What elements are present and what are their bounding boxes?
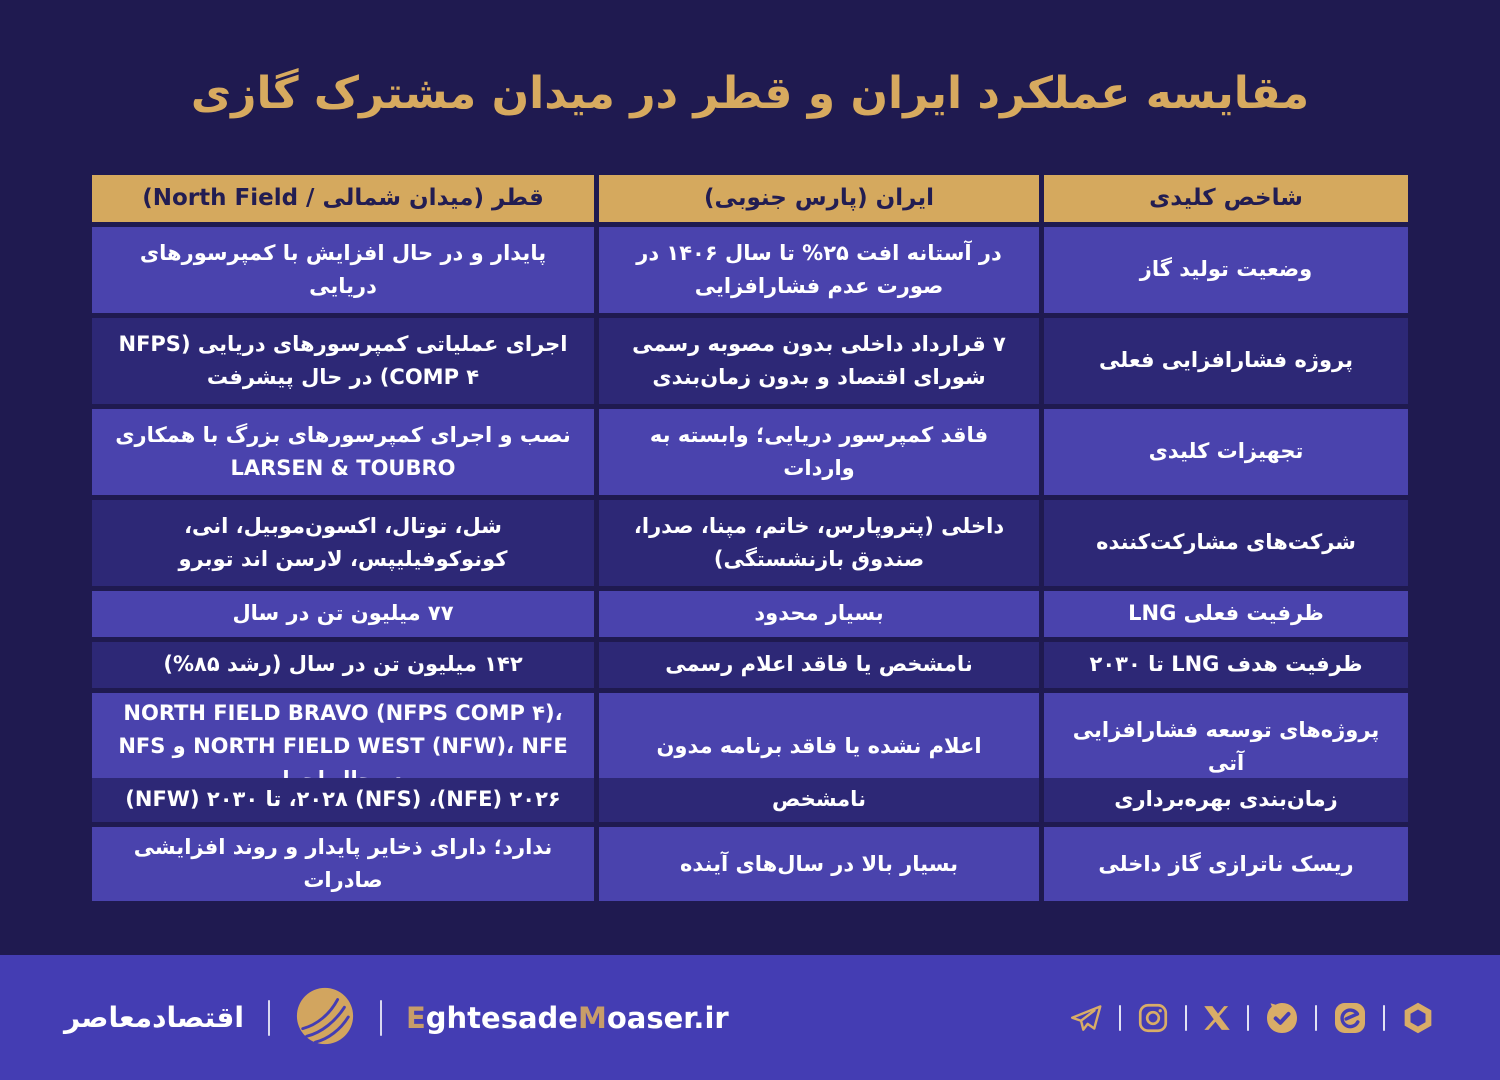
- table-row: [92, 642, 1408, 688]
- url-part: ghtesade: [425, 1000, 578, 1035]
- divider: [1119, 1005, 1121, 1031]
- table-row: [92, 591, 1408, 637]
- table-row: [92, 227, 1408, 313]
- url-part: oaser.ir: [606, 1000, 729, 1035]
- divider: [1185, 1005, 1187, 1031]
- table-row: [92, 778, 1408, 822]
- cell-iran: اعلام نشده یا فاقد برنامه مدون: [599, 693, 1039, 801]
- url-letter-e: E: [405, 1000, 426, 1035]
- cell-indicator: وضعیت تولید گاز: [1044, 227, 1408, 313]
- cell-qatar: پایدار و در حال افزایش با کمپرسورهای دریایی: [92, 227, 594, 313]
- cell-indicator: زمان‌بندی بهره‌برداری: [1044, 778, 1408, 822]
- social-icons-group: [1068, 1000, 1436, 1036]
- cell-iran: نامشخص: [599, 778, 1039, 822]
- cell-indicator: پروژه فشارافزایی فعلی: [1044, 318, 1408, 404]
- divider: [380, 1000, 382, 1036]
- divider: [1315, 1005, 1317, 1031]
- cell-qatar: ۱۴۲ میلیون تن در سال (رشد ۸۵%): [92, 642, 594, 688]
- url-letter-m: M: [577, 1000, 607, 1035]
- table-row: [92, 318, 1408, 404]
- x-icon[interactable]: [1202, 1003, 1232, 1033]
- instagram-icon[interactable]: [1136, 1001, 1170, 1035]
- rubika-icon[interactable]: [1400, 1000, 1436, 1036]
- cell-iran: ۷ قرارداد داخلی بدون مصوبه رسمی شورای اقتصاد و بدون زمان‌بندی: [599, 318, 1039, 404]
- cell-indicator: ظرفیت فعلی LNG: [1044, 591, 1408, 637]
- header-indicator: شاخص کلیدی: [1044, 175, 1408, 222]
- cell-iran: نامشخص یا فاقد اعلام رسمی: [599, 642, 1039, 688]
- cell-iran: در آستانه افت ۲۵% تا سال ۱۴۰۶ در صورت عدم فشارافزایی: [599, 227, 1039, 313]
- cell-iran: داخلی (پتروپارس، خاتم، مپنا، صدرا، صندوق بازنشستگی): [599, 500, 1039, 586]
- footer-brand-group: [64, 985, 729, 1051]
- website-url[interactable]: [406, 1001, 729, 1035]
- cell-indicator: ریسک ناترازی گاز داخلی: [1044, 827, 1408, 901]
- cell-qatar: شل، توتال، اکسون‌موبیل، انی، کونوکوفیلیپس، لارسن اند توبرو: [92, 500, 594, 586]
- brand-name-farsi: اقتصادمعاصر: [64, 1001, 244, 1034]
- cell-iran: بسیار محدود: [599, 591, 1039, 637]
- divider: [268, 1000, 270, 1036]
- cell-iran: فاقد کمپرسور دریایی؛ وابسته به واردات: [599, 409, 1039, 495]
- bale-icon[interactable]: [1264, 1000, 1300, 1036]
- table-row: [92, 827, 1408, 893]
- footer-bar: [0, 955, 1500, 1080]
- page-title: مقایسه عملکرد ایران و قطر در میدان مشترک گازی: [190, 68, 1310, 119]
- cell-qatar: ندارد؛ دارای ذخایر پایدار و روند افزایشی صادرات: [92, 827, 594, 901]
- cell-iran: بسیار بالا در سال‌های آینده: [599, 827, 1039, 901]
- cell-qatar: نصب و اجرای کمپرسورهای بزرگ با همکاری LARSEN & TOUBRO: [92, 409, 594, 495]
- divider: [1383, 1005, 1385, 1031]
- cell-indicator: شرکت‌های مشارکت‌کننده: [1044, 500, 1408, 586]
- divider: [1247, 1005, 1249, 1031]
- cell-qatar: اجرای عملیاتی کمپرسورهای دریایی (NFPS COMP ۴) در حال پیشرفت: [92, 318, 594, 404]
- cell-indicator: ظرفیت هدف LNG تا ۲۰۳۰: [1044, 642, 1408, 688]
- table-row: [92, 693, 1408, 773]
- comparison-table: [92, 175, 1408, 893]
- cell-indicator: تجهیزات کلیدی: [1044, 409, 1408, 495]
- cell-qatar: ۷۷ میلیون تن در سال: [92, 591, 594, 637]
- header-iran: ایران (پارس جنوبی): [599, 175, 1039, 222]
- cell-indicator: پروژه‌های توسعه فشارافزایی آتی: [1044, 693, 1408, 801]
- header-qatar: قطر (میدان شمالی / North Field): [92, 175, 594, 222]
- table-row: [92, 500, 1408, 586]
- table-row: [92, 409, 1408, 495]
- table-header-row: [92, 175, 1408, 222]
- cell-qatar: NORTH FIELD BRAVO (NFPS COMP ۴)، NORTH FIELD WEST (NFW)، NFE و NFS: [92, 693, 594, 801]
- eghtesad-moaser-logo-icon: [294, 985, 356, 1051]
- telegram-icon[interactable]: [1068, 1000, 1104, 1036]
- cell-qatar: ۲۰۲۶ (NFE)، ۲۰۲۸ (NFS)، تا ۲۰۳۰ (NFW): [92, 778, 594, 822]
- eitaa-icon[interactable]: [1332, 1000, 1368, 1036]
